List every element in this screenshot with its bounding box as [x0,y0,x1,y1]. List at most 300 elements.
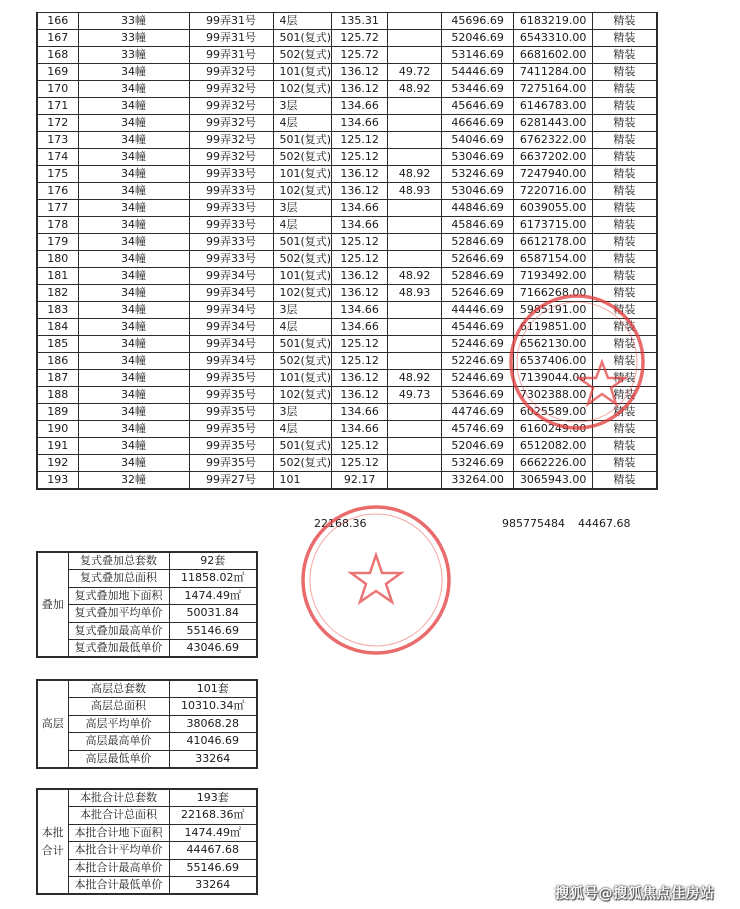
summary-label: 本批合计最低单价 [68,877,169,895]
cell-area: 125.72 [332,47,388,64]
cell-building: 34幢 [78,455,189,472]
summary-label: 复式叠加地下面积 [68,587,169,605]
cell-total-price: 6587154.00 [514,251,593,268]
cell-area: 134.66 [332,98,388,115]
cell-area: 135.31 [332,13,388,30]
cell-decoration: 精装 [593,98,657,115]
cell-total-price: 6173715.00 [514,217,593,234]
cell-decoration: 精装 [593,472,657,490]
cell-address: 99弄33号 [189,183,273,200]
cell-decoration: 精装 [593,251,657,268]
cell-area: 136.12 [332,64,388,81]
cell-room: 3层 [273,200,332,217]
cell-unit-price: 53246.69 [442,166,514,183]
table-row [37,64,657,81]
cell-unit-price: 45846.69 [442,217,514,234]
cell-seq: 171 [37,98,78,115]
table-row [37,166,657,183]
summary-label: 本批合计平均单价 [68,842,169,860]
summary-value: 55146.69 [169,859,257,877]
cell-seq: 193 [37,472,78,490]
summary-label: 高层最高单价 [68,733,169,751]
cell-building: 34幢 [78,302,189,319]
group-label-total [37,789,68,894]
cell-total-price: 6039055.00 [514,200,593,217]
cell-total-price: 5985191.00 [514,302,593,319]
cell-total-price: 6562130.00 [514,336,593,353]
cell-room: 4层 [273,13,332,30]
table-row [37,387,657,404]
cell-area: 134.66 [332,115,388,132]
cell-room: 501(复式) [273,336,332,353]
summary-value: 1474.49㎡ [169,587,257,605]
cell-area: 125.12 [332,336,388,353]
cell-decoration: 精装 [593,81,657,98]
cell-address: 99弄33号 [189,234,273,251]
cell-decoration: 精装 [593,302,657,319]
table-row [37,353,657,370]
cell-underground-area [388,302,442,319]
cell-address: 99弄35号 [189,438,273,455]
cell-underground-area [388,438,442,455]
table-row [37,336,657,353]
group-label-line-2: 合计 [41,843,64,857]
watermark-text: 搜狐号@搜狐焦点佳房站 [555,886,715,902]
cell-area: 136.12 [332,81,388,98]
cell-seq: 173 [37,132,78,149]
cell-address: 99弄35号 [189,455,273,472]
summary-value: 55146.69 [169,622,257,640]
table-row [37,200,657,217]
cell-address: 99弄31号 [189,47,273,64]
cell-address: 99弄31号 [189,13,273,30]
cell-unit-price: 53046.69 [442,149,514,166]
cell-seq: 176 [37,183,78,200]
cell-underground-area [388,47,442,64]
cell-unit-price: 45746.69 [442,421,514,438]
cell-building: 34幢 [78,319,189,336]
table-row [37,149,657,166]
cell-underground-area [388,200,442,217]
cell-decoration: 精装 [593,336,657,353]
cell-area: 125.12 [332,149,388,166]
total-area: 22168.36 [314,517,367,530]
cell-underground-area [388,336,442,353]
cell-seq: 183 [37,302,78,319]
cell-area: 136.12 [332,285,388,302]
summary-label: 本批合计总套数 [68,789,169,807]
cell-room: 502(复式) [273,455,332,472]
total-price-sum: 985775484 [502,517,565,530]
cell-seq: 175 [37,166,78,183]
cell-decoration: 精装 [593,268,657,285]
cell-unit-price: 52846.69 [442,234,514,251]
group-label-gaoceng: 高层 [37,680,68,768]
cell-room: 4层 [273,319,332,336]
cell-area: 136.12 [332,268,388,285]
cell-room: 502(复式) [273,353,332,370]
cell-seq: 166 [37,13,78,30]
cell-total-price: 6543310.00 [514,30,593,47]
cell-building: 34幢 [78,166,189,183]
cell-unit-price: 52046.69 [442,30,514,47]
summary-value: 43046.69 [169,640,257,658]
cell-unit-price: 45446.69 [442,319,514,336]
cell-address: 99弄32号 [189,149,273,166]
cell-building: 34幢 [78,81,189,98]
cell-room: 102(复式) [273,81,332,98]
cell-underground-area: 48.93 [388,285,442,302]
cell-total-price: 6762322.00 [514,132,593,149]
cell-room: 101(复式) [273,370,332,387]
cell-underground-area [388,13,442,30]
summary-label: 复式叠加最高单价 [68,622,169,640]
cell-decoration: 精装 [593,217,657,234]
cell-underground-area [388,30,442,47]
summary-value: 22168.36㎡ [169,807,257,825]
summary-table-diejia [36,551,258,658]
cell-room: 502(复式) [273,47,332,64]
cell-address: 99弄34号 [189,336,273,353]
cell-total-price: 7139044.00 [514,370,593,387]
cell-total-price: 7166268.00 [514,285,593,302]
cell-underground-area: 49.73 [388,387,442,404]
cell-decoration: 精装 [593,183,657,200]
cell-unit-price: 53046.69 [442,183,514,200]
summary-value: 1474.49㎡ [169,824,257,842]
cell-seq: 187 [37,370,78,387]
cell-underground-area [388,234,442,251]
cell-seq: 190 [37,421,78,438]
cell-underground-area: 48.92 [388,166,442,183]
cell-room: 4层 [273,115,332,132]
cell-address: 99弄33号 [189,217,273,234]
cell-address: 99弄32号 [189,115,273,132]
cell-underground-area [388,251,442,268]
cell-total-price: 7193492.00 [514,268,593,285]
cell-room: 102(复式) [273,183,332,200]
cell-building: 34幢 [78,217,189,234]
table-row [37,132,657,149]
table-row [37,404,657,421]
cell-decoration: 精装 [593,234,657,251]
summary-value: 50031.84 [169,605,257,623]
cell-address: 99弄33号 [189,251,273,268]
table-row [37,302,657,319]
cell-unit-price: 52446.69 [442,370,514,387]
cell-underground-area [388,455,442,472]
cell-decoration: 精装 [593,115,657,132]
summary-label: 复式叠加总面积 [68,570,169,588]
table-row [37,47,657,64]
summary-value: 11858.02㎡ [169,570,257,588]
cell-decoration: 精装 [593,200,657,217]
cell-address: 99弄27号 [189,472,273,490]
cell-unit-price: 44846.69 [442,200,514,217]
table-row [37,319,657,336]
cell-room: 102(复式) [273,285,332,302]
cell-underground-area [388,149,442,166]
cell-total-price: 6612178.00 [514,234,593,251]
table-row [37,81,657,98]
cell-room: 3层 [273,98,332,115]
cell-area: 136.12 [332,183,388,200]
cell-decoration: 精装 [593,404,657,421]
cell-area: 125.12 [332,455,388,472]
cell-unit-price: 52846.69 [442,268,514,285]
cell-address: 99弄35号 [189,387,273,404]
summary-label: 高层总套数 [68,680,169,698]
cell-unit-price: 46646.69 [442,115,514,132]
cell-building: 33幢 [78,13,189,30]
cell-address: 99弄31号 [189,30,273,47]
cell-decoration: 精装 [593,47,657,64]
cell-address: 99弄34号 [189,353,273,370]
cell-decoration: 精装 [593,370,657,387]
cell-underground-area [388,217,442,234]
table-row [37,183,657,200]
cell-area: 134.66 [332,302,388,319]
cell-building: 34幢 [78,132,189,149]
cell-total-price: 7275164.00 [514,81,593,98]
cell-address: 99弄35号 [189,421,273,438]
cell-building: 34幢 [78,149,189,166]
group-label-line-1: 本批 [41,825,64,839]
cell-underground-area [388,319,442,336]
cell-room: 3层 [273,302,332,319]
cell-room: 4层 [273,421,332,438]
cell-total-price: 7411284.00 [514,64,593,81]
cell-total-price: 7302388.00 [514,387,593,404]
cell-unit-price: 44446.69 [442,302,514,319]
cell-decoration: 精装 [593,455,657,472]
cell-total-price: 6681602.00 [514,47,593,64]
cell-area: 134.66 [332,217,388,234]
cell-building: 34幢 [78,251,189,268]
cell-building: 33幢 [78,47,189,64]
cell-total-price: 6025589.00 [514,404,593,421]
cell-building: 34幢 [78,64,189,81]
summary-label: 高层总面积 [68,698,169,716]
cell-decoration: 精装 [593,319,657,336]
cell-building: 34幢 [78,353,189,370]
cell-area: 92.17 [332,472,388,490]
cell-total-price: 6512082.00 [514,438,593,455]
summary-label: 高层平均单价 [68,715,169,733]
cell-room: 101 [273,472,332,490]
cell-room: 101(复式) [273,268,332,285]
summary-value: 101套 [169,680,257,698]
cell-seq: 179 [37,234,78,251]
table-row [37,455,657,472]
cell-address: 99弄35号 [189,370,273,387]
cell-room: 502(复式) [273,149,332,166]
cell-seq: 168 [37,47,78,64]
cell-building: 34幢 [78,234,189,251]
summary-label: 本批合计最高单价 [68,859,169,877]
cell-underground-area [388,115,442,132]
cell-seq: 192 [37,455,78,472]
cell-address: 99弄32号 [189,81,273,98]
cell-seq: 184 [37,319,78,336]
cell-area: 125.12 [332,132,388,149]
cell-seq: 182 [37,285,78,302]
cell-building: 34幢 [78,370,189,387]
cell-unit-price: 54046.69 [442,132,514,149]
cell-seq: 167 [37,30,78,47]
cell-room: 501(复式) [273,132,332,149]
cell-room: 101(复式) [273,166,332,183]
summary-value: 38068.28 [169,715,257,733]
cell-area: 134.66 [332,404,388,421]
table-row [37,217,657,234]
table-row [37,30,657,47]
cell-decoration: 精装 [593,438,657,455]
cell-decoration: 精装 [593,285,657,302]
total-average-price: 44467.68 [578,517,631,530]
cell-area: 136.12 [332,166,388,183]
cell-address: 99弄34号 [189,319,273,336]
cell-building: 34幢 [78,421,189,438]
cell-room: 102(复式) [273,387,332,404]
cell-total-price: 6537406.00 [514,353,593,370]
summary-value: 33264 [169,750,257,768]
summary-table-gaoceng [36,679,258,769]
cell-address: 99弄32号 [189,132,273,149]
summary-label: 复式叠加总套数 [68,552,169,570]
cell-seq: 172 [37,115,78,132]
cell-total-price: 6637202.00 [514,149,593,166]
cell-building: 34幢 [78,98,189,115]
cell-area: 125.72 [332,30,388,47]
cell-unit-price: 52246.69 [442,353,514,370]
cell-underground-area [388,353,442,370]
cell-seq: 185 [37,336,78,353]
cell-room: 501(复式) [273,234,332,251]
table-row [37,98,657,115]
cell-unit-price: 45696.69 [442,13,514,30]
cell-building: 34幢 [78,285,189,302]
summary-value: 44467.68 [169,842,257,860]
table-row [37,13,657,30]
cell-room: 4层 [273,217,332,234]
cell-decoration: 精装 [593,166,657,183]
cell-building: 34幢 [78,336,189,353]
summary-label: 本批合计地下面积 [68,824,169,842]
cell-seq: 169 [37,64,78,81]
table-row [37,234,657,251]
cell-underground-area: 48.93 [388,183,442,200]
cell-seq: 178 [37,217,78,234]
cell-underground-area: 48.92 [388,268,442,285]
cell-underground-area [388,132,442,149]
cell-building: 34幢 [78,438,189,455]
cell-building: 34幢 [78,200,189,217]
summary-label: 本批合计总面积 [68,807,169,825]
cell-total-price: 7220716.00 [514,183,593,200]
group-label-diejia: 叠加 [37,552,68,657]
cell-building: 34幢 [78,387,189,404]
cell-area: 125.12 [332,251,388,268]
table-row [37,251,657,268]
cell-seq: 170 [37,81,78,98]
cell-decoration: 精装 [593,387,657,404]
cell-total-price: 3065943.00 [514,472,593,490]
cell-building: 33幢 [78,30,189,47]
cell-unit-price: 54446.69 [442,64,514,81]
cell-underground-area [388,472,442,490]
cell-decoration: 精装 [593,132,657,149]
table-row [37,285,657,302]
cell-unit-price: 52646.69 [442,285,514,302]
cell-decoration: 精装 [593,13,657,30]
cell-seq: 186 [37,353,78,370]
cell-address: 99弄34号 [189,285,273,302]
cell-unit-price: 52646.69 [442,251,514,268]
price-list-table [36,12,658,490]
cell-unit-price: 53646.69 [442,387,514,404]
cell-underground-area [388,404,442,421]
cell-unit-price: 53146.69 [442,47,514,64]
cell-area: 125.12 [332,438,388,455]
cell-room: 101(复式) [273,64,332,81]
table-row [37,472,657,490]
summary-value: 10310.34㎡ [169,698,257,716]
cell-unit-price: 33264.00 [442,472,514,490]
cell-area: 134.66 [332,200,388,217]
table-row [37,438,657,455]
cell-seq: 188 [37,387,78,404]
cell-address: 99弄34号 [189,302,273,319]
cell-address: 99弄35号 [189,404,273,421]
cell-area: 134.66 [332,319,388,336]
cell-unit-price: 53446.69 [442,81,514,98]
cell-building: 32幢 [78,472,189,490]
table-row [37,370,657,387]
cell-room: 501(复式) [273,438,332,455]
cell-address: 99弄33号 [189,200,273,217]
cell-total-price: 6662226.00 [514,455,593,472]
cell-room: 501(复式) [273,30,332,47]
cell-total-price: 6281443.00 [514,115,593,132]
cell-address: 99弄33号 [189,166,273,183]
cell-area: 136.12 [332,387,388,404]
cell-area: 134.66 [332,421,388,438]
cell-unit-price: 52446.69 [442,336,514,353]
summary-table-total [36,788,258,895]
summary-value: 92套 [169,552,257,570]
cell-unit-price: 52046.69 [442,438,514,455]
cell-decoration: 精装 [593,149,657,166]
summary-value: 33264 [169,877,257,895]
cell-seq: 180 [37,251,78,268]
cell-seq: 191 [37,438,78,455]
cell-building: 34幢 [78,115,189,132]
cell-address: 99弄34号 [189,268,273,285]
cell-total-price: 6183219.00 [514,13,593,30]
cell-seq: 174 [37,149,78,166]
cell-area: 125.12 [332,353,388,370]
summary-value: 193套 [169,789,257,807]
cell-room: 3层 [273,404,332,421]
cell-total-price: 7247940.00 [514,166,593,183]
cell-decoration: 精装 [593,30,657,47]
table-row [37,115,657,132]
cell-unit-price: 44746.69 [442,404,514,421]
summary-label: 复式叠加最低单价 [68,640,169,658]
cell-decoration: 精装 [593,421,657,438]
cell-address: 99弄32号 [189,98,273,115]
